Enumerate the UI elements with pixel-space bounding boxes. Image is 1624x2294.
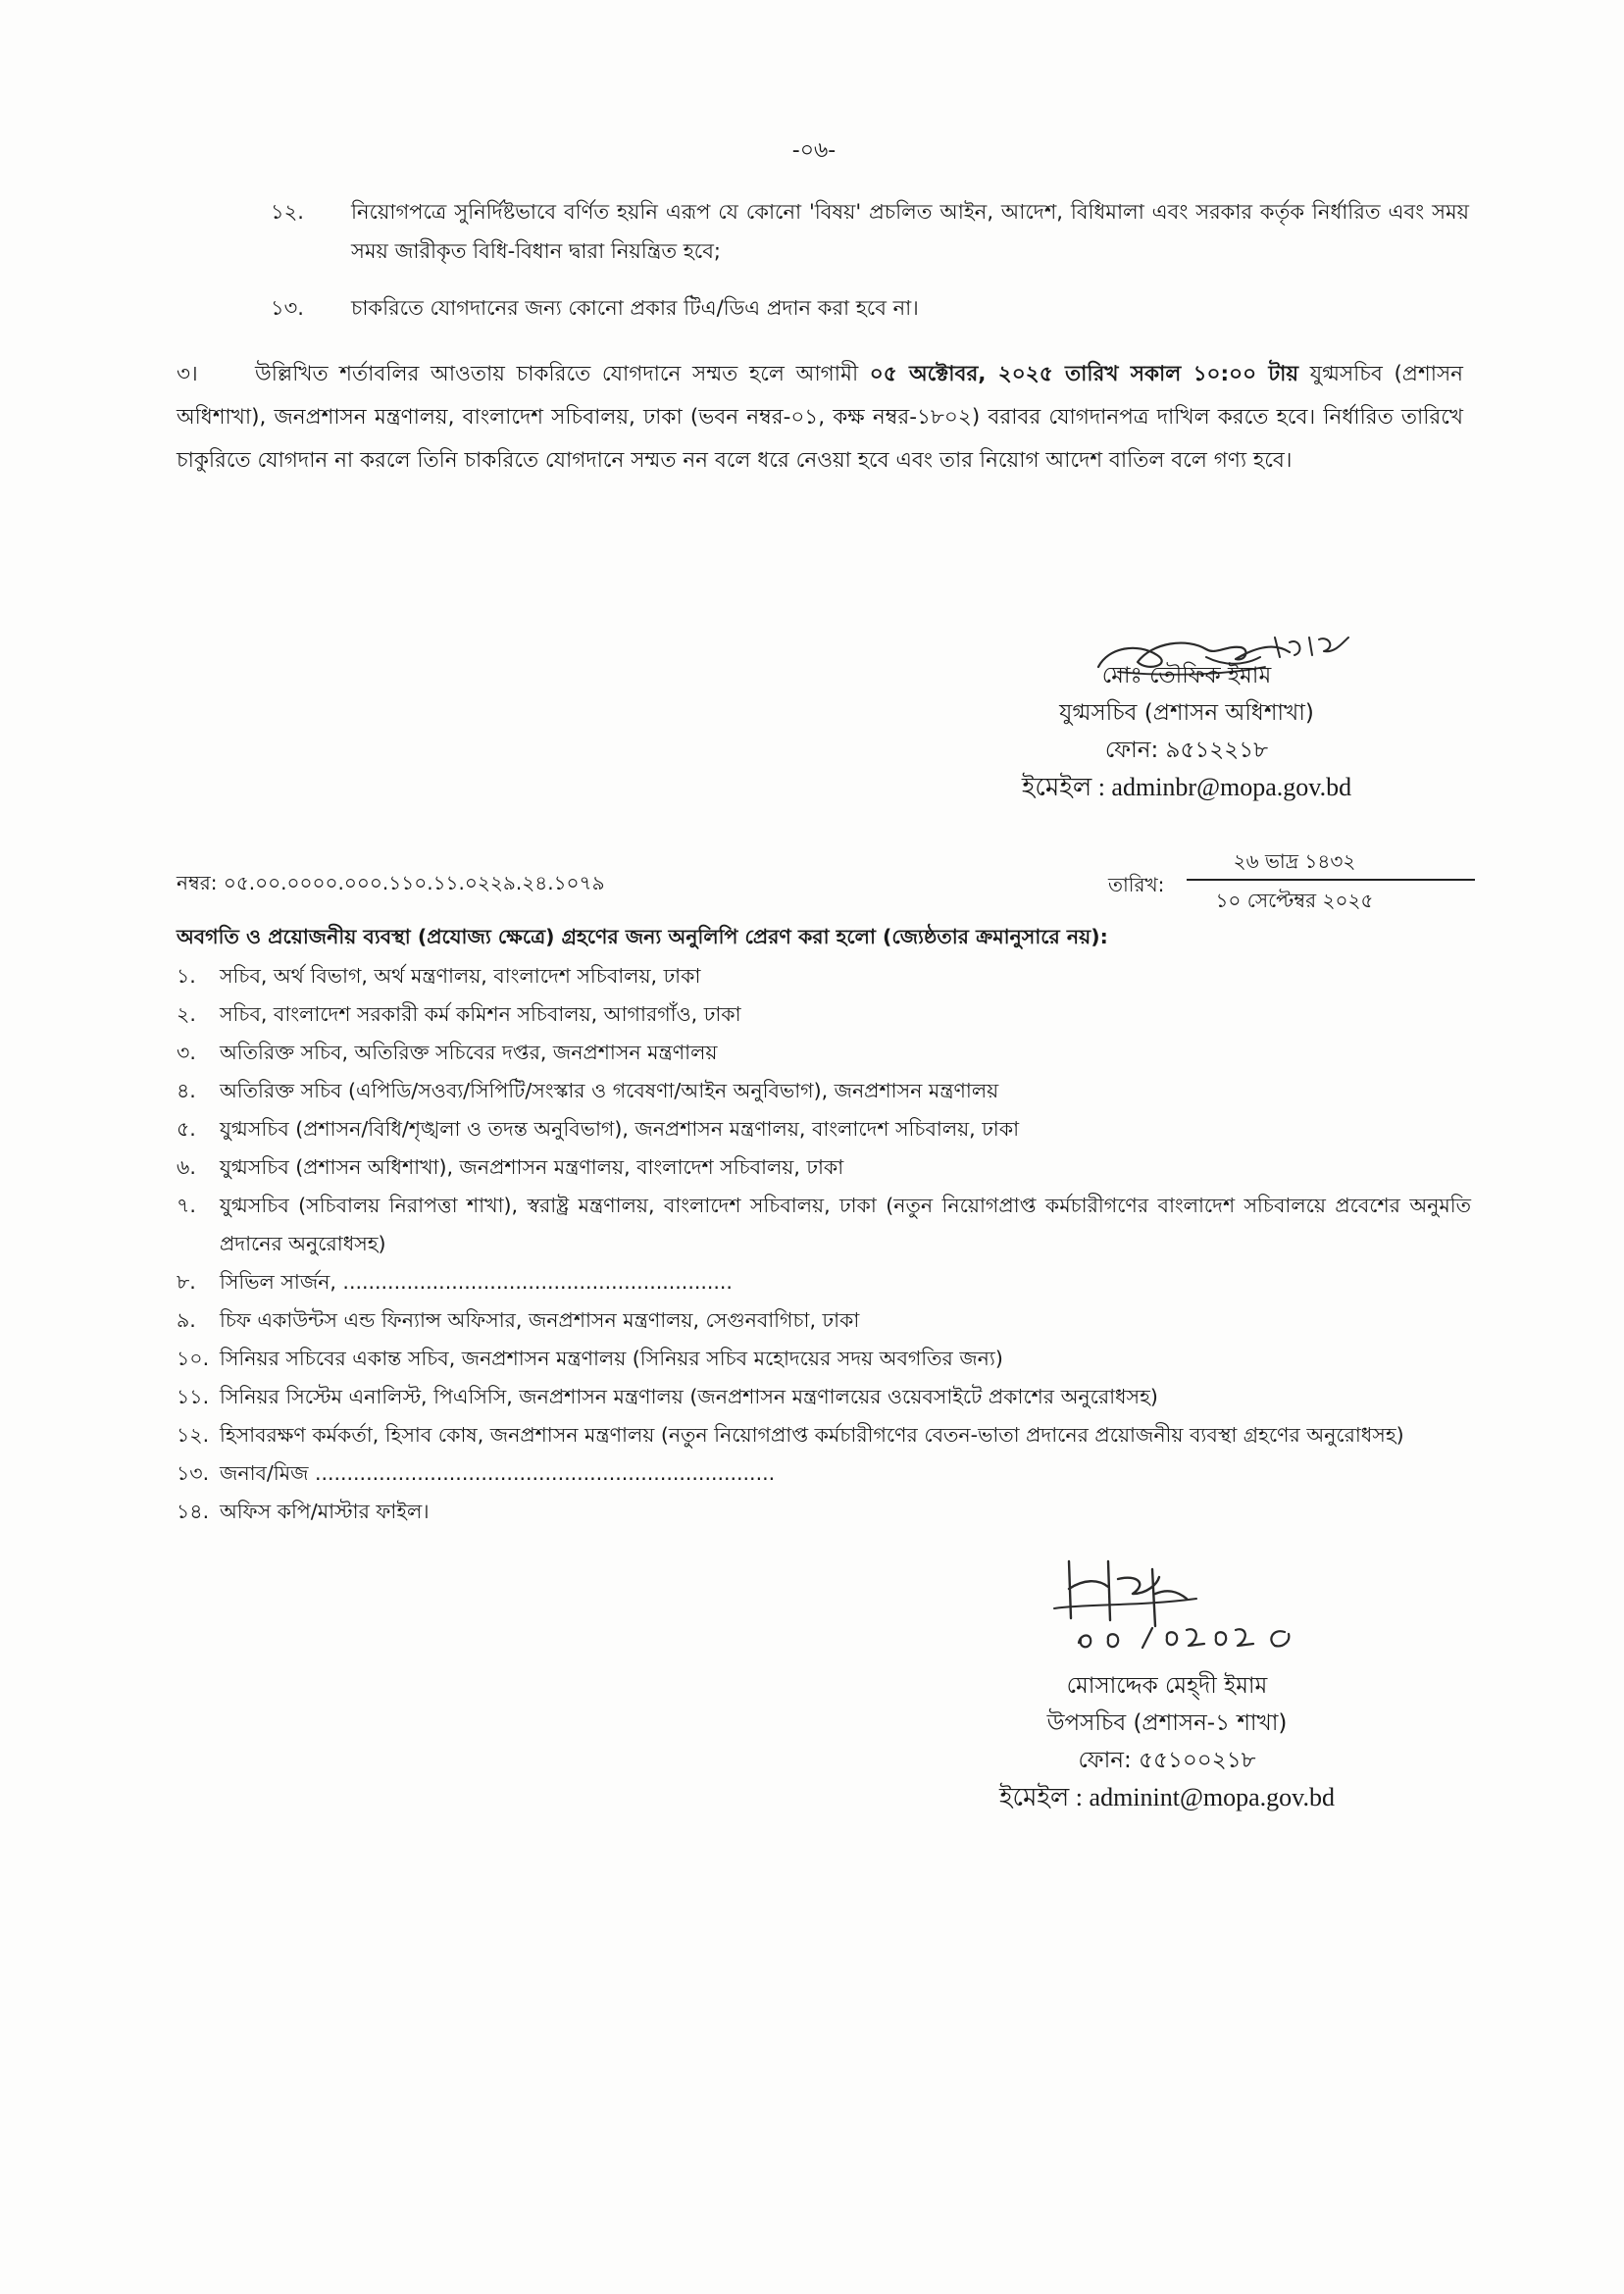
item-number: ৫. — [177, 1117, 196, 1141]
distribution-item — [177, 1416, 1471, 1454]
paragraph-text-end: যুগ্মসচিব (প্রশাসন অধিশাখা), জনপ্রশাসন মন্ত্রণালয়, বাংলাদেশ সচিবালয়, ঢাকা (ভবন নম্বর-০১, কক্ষ নম্বর-১৮০২) বরাবর যোগদানপত্র দাখিল করতে হবে। নির্ধারিত তারিখে চাকুরিতে যোগদান না করলে তিনি চাকরিতে যোগদানে সম্মত নন বলে ধরে নেওয়া হবে এবং তার নিয়োগ আদেশ বাতিল বলে গণ্য হবে। — [177, 362, 1463, 473]
memo-number: নম্বর: ০৫.০০.০০০০.০০০.১১০.১১.০২২৯.২৪.১০৭৯ — [177, 871, 605, 894]
item-text: অতিরিক্ত সচিব (এপিডি/সওব্য/সিপিটি/সংস্কার ও গবেষণা/আইন অনুবিভাগ), জনপ্রশাসন মন্ত্রণালয় — [220, 1079, 999, 1102]
condition-number: ১২. — [271, 200, 304, 224]
date-gregorian: ১০ সেপ্টেম্বর ২০২৫ — [1215, 889, 1374, 912]
distribution-item — [177, 995, 1471, 1034]
signature-block-2 — [912, 1667, 1422, 1816]
distribution-item — [177, 1493, 1471, 1531]
condition-number: ১৩. — [271, 296, 304, 320]
item-number: ১২. — [177, 1423, 210, 1447]
item-text: যুগ্মসচিব (প্রশাসন অধিশাখা), জনপ্রশাসন মন্ত্রণালয়, বাংলাদেশ সচিবালয়, ঢাকা — [220, 1155, 844, 1179]
signatory-name: মোঃ তৌফিক ইমাম — [1101, 663, 1272, 688]
date-label: তারিখ: — [1108, 873, 1165, 896]
signatory-designation: উপসচিব (প্রশাসন-১ শাখা) — [1046, 1710, 1288, 1736]
paragraph-number: ৩। — [177, 362, 198, 386]
distribution-item — [177, 1454, 1471, 1493]
condition-item-13 — [271, 288, 1477, 330]
paragraph-text-start: উল্লিখিত শর্তাবলির আওতায় চাকরিতে যোগদানে সম্মত হলে আগামী — [255, 362, 870, 386]
signature-2-image — [1049, 1550, 1324, 1657]
item-text: জনাব/মিজ ........................................................................ — [220, 1461, 776, 1485]
distribution-item — [177, 957, 1471, 995]
condition-text: চাকরিতে যোগদানের জন্য কোনো প্রকার টিএ/ডিএ প্রদান করা হবে না। — [351, 296, 919, 320]
item-number: ১. — [177, 964, 196, 988]
item-number: ৪. — [177, 1079, 196, 1102]
distribution-item — [177, 1187, 1471, 1263]
item-text: যুগ্মসচিব (সচিবালয় নিরাপত্তা শাখা), স্বরাষ্ট্র মন্ত্রণালয়, বাংলাদেশ সচিবালয়, ঢাকা (নতুন নিয়োগপ্রাপ্ত কর্মচারীগণের বাংলাদেশ সচিবালয়ে প্রবেশের অনুমতি প্রদানের অনুরোধসহ) — [220, 1194, 1471, 1255]
distribution-item — [177, 1110, 1471, 1148]
joining-deadline: ০৫ অক্টোবর, ২০২৫ তারিখ সকাল ১০:০০ টায় — [869, 362, 1299, 386]
item-number: ৭. — [177, 1194, 196, 1217]
item-number: ১৩. — [177, 1461, 210, 1485]
distribution-item — [177, 1034, 1471, 1072]
item-text: সচিব, বাংলাদেশ সরকারী কর্ম কমিশন সচিবালয়, আগারগাঁও, ঢাকা — [220, 1002, 741, 1026]
signatory-email: ইমেইল : adminint@mopa.gov.bd — [999, 1783, 1335, 1811]
date-bangla-calendar: ২৬ ভাদ্র ১৪৩২ — [1233, 849, 1356, 873]
distribution-item — [177, 1340, 1471, 1378]
condition-item-12 — [271, 192, 1477, 273]
item-text: সিনিয়র সচিবের একান্ত সচিব, জনপ্রশাসন মন্ত্রণালয় (সিনিয়র সচিব মহোদয়ের সদয় অবগতির জন্য) — [220, 1347, 1003, 1370]
item-number: ৯. — [177, 1308, 196, 1332]
item-number: ৩. — [177, 1041, 196, 1064]
page-number: -০৬- — [791, 138, 837, 163]
signatory-designation: যুগ্মসচিব (প্রশাসন অধিশাখা) — [1059, 700, 1314, 726]
item-text: অফিস কপি/মাস্টার ফাইল। — [220, 1500, 430, 1523]
distribution-item — [177, 1263, 1471, 1301]
item-number: ২. — [177, 1002, 196, 1026]
date-block — [1108, 847, 1481, 926]
distribution-item — [177, 1148, 1471, 1187]
distribution-item — [177, 1301, 1471, 1340]
copy-distribution-heading: অবগতি ও প্রয়োজনীয় ব্যবস্থা (প্রযোজ্য ক্ষেত্রে) গ্রহণের জন্য অনুলিপি প্রেরণ করা হলো (জ্যেষ্ঠতার ক্রমানুসারে নয়): — [177, 925, 1108, 948]
item-text: চিফ একাউন্টস এন্ড ফিন্যান্স অফিসার, জনপ্রশাসন মন্ত্রণালয়, সেগুনবাগিচা, ঢাকা — [220, 1308, 860, 1332]
distribution-item — [177, 1378, 1471, 1416]
condition-text: নিয়োগপত্রে সুনির্দিষ্টভাবে বর্ণিত হয়নি এরূপ যে কোনো 'বিষয়' প্রচলিত আইন, আদেশ, বিধিমালা এবং সরকার কর্তৃক নির্ধারিত এবং সময় সময় জারীকৃত বিধি-বিধান দ্বারা নিয়ন্ত্রিত হবে; — [351, 200, 1469, 263]
distribution-item — [177, 1072, 1471, 1110]
distribution-list — [177, 957, 1471, 1531]
signatory-email: ইমেইল : adminbr@mopa.gov.bd — [1021, 773, 1352, 801]
item-number: ১৪. — [177, 1500, 210, 1523]
item-text: অতিরিক্ত সচিব, অতিরিক্ত সচিবের দপ্তর, জনপ্রশাসন মন্ত্রণালয় — [220, 1041, 718, 1064]
signatory-name: মোসাদ্দেক মেহ্দী ইমাম — [1066, 1673, 1268, 1699]
item-text: হিসাবরক্ষণ কর্মকর্তা, হিসাব কোষ, জনপ্রশাসন মন্ত্রণালয় (নতুন নিয়োগপ্রাপ্ত কর্মচারীগণের বেতন-ভাতা প্রদানের প্রয়োজনীয় ব্যবস্থা গ্রহণের অনুরোধসহ) — [220, 1423, 1404, 1447]
signatory-phone: ফোন: ৯৫১২২১৮ — [1104, 738, 1269, 763]
signatory-phone: ফোন: ৫৫১০০২১৮ — [1078, 1748, 1256, 1773]
item-number: ১০. — [177, 1347, 210, 1370]
date-divider — [1187, 879, 1475, 881]
item-text: সিনিয়র সিস্টেম এনালিস্ট, পিএসিসি, জনপ্রশাসন মন্ত্রণালয় (জনপ্রশাসন মন্ত্রণালয়ের ওয়েবসাইটে প্রকাশের অনুরোধসহ) — [220, 1385, 1158, 1408]
item-number: ৬. — [177, 1155, 196, 1179]
signature-block-1 — [932, 657, 1442, 806]
item-text: যুগ্মসচিব (প্রশাসন/বিধি/শৃঙ্খলা ও তদন্ত অনুবিভাগ), জনপ্রশাসন মন্ত্রণালয়, বাংলাদেশ সচিবালয়, ঢাকা — [220, 1117, 1020, 1141]
item-number: ৮. — [177, 1270, 196, 1294]
item-text: সচিব, অর্থ বিভাগ, অর্থ মন্ত্রণালয়, বাংলাদেশ সচিবালয়, ঢাকা — [220, 964, 701, 988]
joining-paragraph — [177, 353, 1463, 483]
item-number: ১১. — [177, 1385, 210, 1408]
item-text: সিভিল সার্জন, ............................................................. — [220, 1270, 733, 1294]
